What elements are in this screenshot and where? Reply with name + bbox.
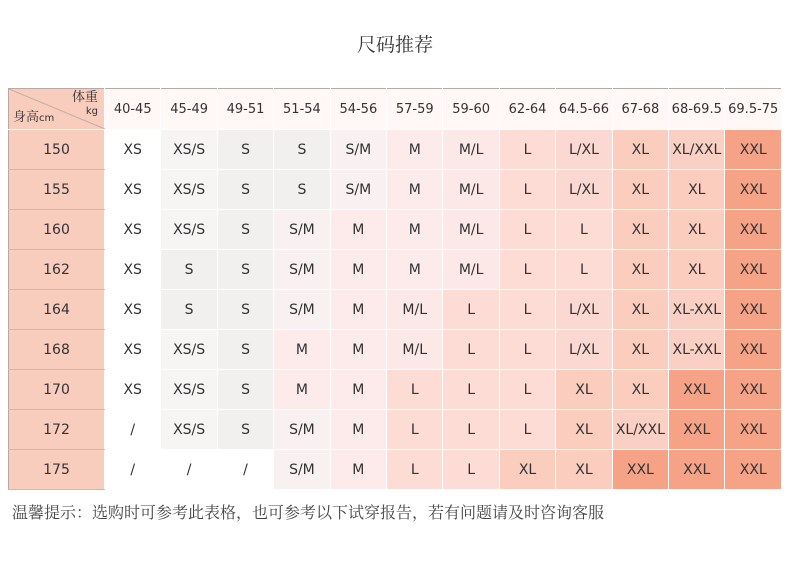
size-cell: M/L	[443, 130, 499, 170]
size-cell: XL	[669, 210, 725, 250]
size-cell: XL	[556, 410, 612, 450]
height-label: 身高cm	[13, 110, 55, 125]
size-cell: M	[330, 450, 386, 490]
size-cell: M	[387, 130, 443, 170]
size-cell: XXL	[669, 410, 725, 450]
size-row	[9, 450, 782, 490]
size-cell: /	[105, 410, 161, 450]
size-cell: L	[499, 290, 555, 330]
size-row	[9, 170, 782, 210]
size-cell: XS/S	[161, 370, 217, 410]
size-cell: XXL	[669, 370, 725, 410]
size-cell: L/XL	[556, 170, 612, 210]
size-cell: XXL	[725, 450, 782, 490]
tip-note: 温馨提示：选购时可参考此表格，也可参考以下试穿报告，若有问题请及时咨询客服	[12, 503, 605, 522]
size-cell: XS/S	[161, 210, 217, 250]
size-cell: S	[217, 330, 273, 370]
size-cell: S	[217, 170, 273, 210]
weight-header-cell: 54-56	[330, 89, 386, 130]
size-cell: L/XL	[556, 130, 612, 170]
size-cell: M	[387, 210, 443, 250]
size-cell: /	[217, 450, 273, 490]
size-cell: XXL	[725, 130, 782, 170]
weight-header-cell: 64.5-66	[556, 89, 612, 130]
size-cell: XXL	[725, 370, 782, 410]
size-cell: XL	[612, 370, 668, 410]
size-cell: XL/XXL	[669, 130, 725, 170]
size-row	[9, 410, 782, 450]
size-cell: L	[443, 370, 499, 410]
size-cell: M	[387, 250, 443, 290]
size-cell: S/M	[274, 210, 330, 250]
size-cell: L	[443, 450, 499, 490]
size-row	[9, 250, 782, 290]
height-cell: 162	[9, 250, 105, 290]
size-cell: XXL	[725, 330, 782, 370]
size-cell: L	[499, 330, 555, 370]
size-cell: S	[217, 410, 273, 450]
size-row	[9, 210, 782, 250]
size-cell: L	[499, 410, 555, 450]
height-cell: 155	[9, 170, 105, 210]
height-cell: 168	[9, 330, 105, 370]
page-title: 尺码推荐	[356, 34, 433, 56]
height-cell: 175	[9, 450, 105, 490]
size-cell: L	[443, 410, 499, 450]
size-cell: XL	[612, 210, 668, 250]
size-cell: XS	[105, 290, 161, 330]
size-cell: L	[387, 370, 443, 410]
size-row	[9, 130, 782, 170]
size-cell: XL	[669, 170, 725, 210]
size-cell: L	[499, 170, 555, 210]
height-cell: 160	[9, 210, 105, 250]
size-cell: M/L	[387, 330, 443, 370]
size-cell: L	[499, 250, 555, 290]
size-cell: S/M	[330, 130, 386, 170]
size-cell: XS/S	[161, 170, 217, 210]
size-cell: XL	[669, 250, 725, 290]
size-row	[9, 370, 782, 410]
size-cell: XXL	[725, 250, 782, 290]
size-cell: XS/S	[161, 330, 217, 370]
size-cell: XL	[556, 370, 612, 410]
size-cell: L	[443, 290, 499, 330]
size-cell: XXL	[725, 210, 782, 250]
weight-header-cell: 51-54	[274, 89, 330, 130]
height-cell: 164	[9, 290, 105, 330]
size-chart-table	[8, 88, 782, 490]
size-cell: M	[330, 210, 386, 250]
size-cell: XL	[556, 450, 612, 490]
size-cell: XL	[612, 250, 668, 290]
size-row	[9, 290, 782, 330]
size-cell: M/L	[443, 210, 499, 250]
size-cell: XS	[105, 370, 161, 410]
weight-label: 体重	[71, 90, 98, 105]
weight-header-cell: 59-60	[443, 89, 499, 130]
size-cell: XXL	[612, 450, 668, 490]
size-cell: S	[161, 250, 217, 290]
height-cell: 150	[9, 130, 105, 170]
size-cell: M	[330, 250, 386, 290]
size-cell: L/XL	[556, 330, 612, 370]
size-cell: XL-XXL	[669, 290, 725, 330]
size-cell: XL-XXL	[669, 330, 725, 370]
size-cell: L	[499, 370, 555, 410]
size-cell: S	[274, 170, 330, 210]
size-cell: XL	[499, 450, 555, 490]
size-cell: XL	[612, 130, 668, 170]
size-cell: XS	[105, 170, 161, 210]
size-cell: M/L	[443, 250, 499, 290]
size-cell: XS/S	[161, 410, 217, 450]
size-cell: /	[105, 450, 161, 490]
weight-header-cell: 67-68	[612, 89, 668, 130]
size-cell: S	[274, 130, 330, 170]
size-cell: L	[556, 250, 612, 290]
weight-header-cell: 49-51	[217, 89, 273, 130]
size-rows	[9, 130, 782, 490]
size-cell: S/M	[330, 170, 386, 210]
size-cell: S	[217, 250, 273, 290]
size-cell: S	[217, 370, 273, 410]
weight-header-row	[9, 89, 782, 130]
size-cell: S/M	[274, 290, 330, 330]
corner-header-cell	[9, 89, 105, 130]
size-cell: XS	[105, 330, 161, 370]
size-cell: XL/XXL	[612, 410, 668, 450]
size-cell: M	[330, 410, 386, 450]
size-cell: M	[274, 370, 330, 410]
size-cell: M	[330, 330, 386, 370]
size-cell: M	[274, 330, 330, 370]
size-cell: S/M	[274, 450, 330, 490]
size-cell: L	[499, 130, 555, 170]
size-cell: XL	[612, 330, 668, 370]
size-cell: L	[387, 450, 443, 490]
size-cell: S	[217, 210, 273, 250]
size-cell: L	[499, 210, 555, 250]
size-row	[9, 330, 782, 370]
weight-header-cell: 45-49	[161, 89, 217, 130]
size-cell: L	[556, 210, 612, 250]
height-cell: 172	[9, 410, 105, 450]
size-cell: M	[387, 170, 443, 210]
size-cell: M	[330, 370, 386, 410]
weight-header-cell: 62-64	[499, 89, 555, 130]
size-cell: XS	[105, 210, 161, 250]
size-cell: S	[217, 130, 273, 170]
size-cell: L/XL	[556, 290, 612, 330]
weight-header-cell: 68-69.5	[669, 89, 725, 130]
size-cell: XS	[105, 130, 161, 170]
size-cell: XXL	[669, 450, 725, 490]
weight-header-cell: 69.5-75	[725, 89, 782, 130]
size-cell: XL	[612, 170, 668, 210]
size-cell: L	[443, 330, 499, 370]
size-cell: XL	[612, 290, 668, 330]
size-cell: M	[330, 290, 386, 330]
size-cell: M/L	[387, 290, 443, 330]
size-cell: S/M	[274, 250, 330, 290]
size-cell: L	[387, 410, 443, 450]
weight-unit: kg	[85, 106, 98, 117]
weight-header-cell: 57-59	[387, 89, 443, 130]
height-cell: 170	[9, 370, 105, 410]
size-cell: M/L	[443, 170, 499, 210]
size-cell: XXL	[725, 410, 782, 450]
size-cell: S	[161, 290, 217, 330]
size-cell: /	[161, 450, 217, 490]
weight-header-cell: 40-45	[105, 89, 161, 130]
size-cell: S	[217, 290, 273, 330]
size-cell: XXL	[725, 290, 782, 330]
size-cell: XS	[105, 250, 161, 290]
size-cell: XXL	[725, 170, 782, 210]
size-cell: S/M	[274, 410, 330, 450]
size-cell: XS/S	[161, 130, 217, 170]
